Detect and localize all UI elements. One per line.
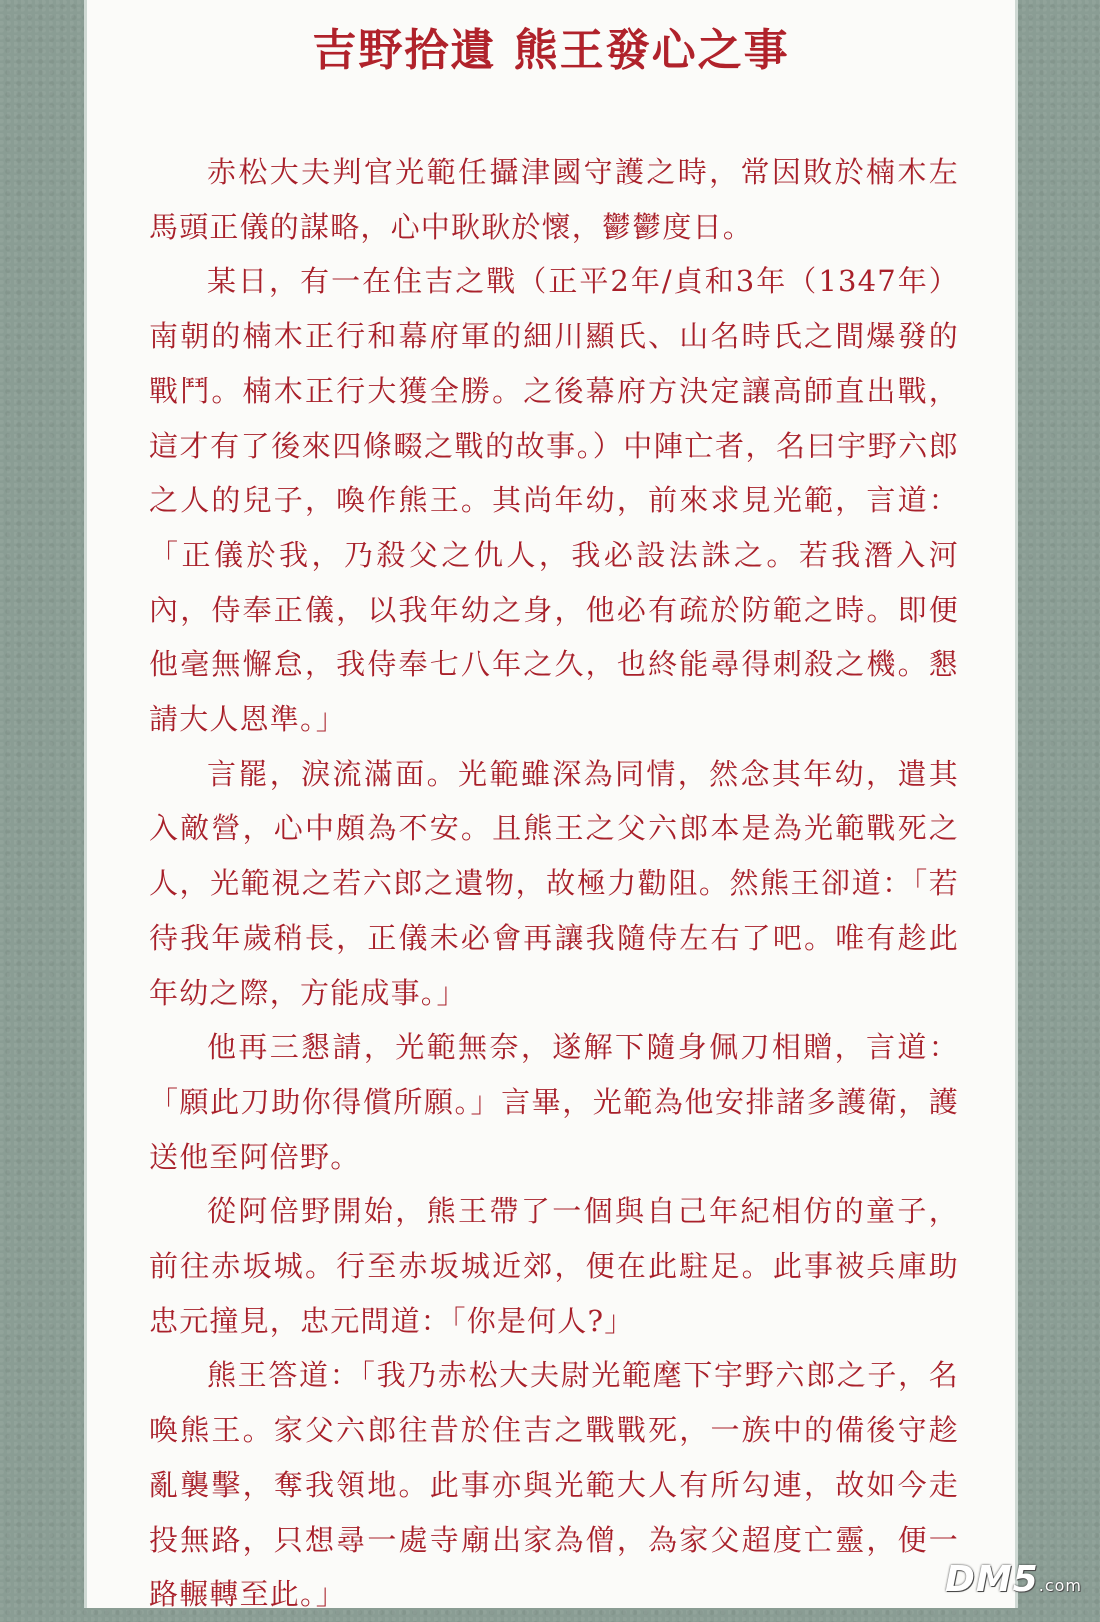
- document-page: [84, 0, 1018, 1612]
- paragraph: 言罷，淚流滿面。光範雖深為同情，然念其年幼，遣其入敵營，心中頗為不安。且熊王之父六郎本是為光範戰死之人，光範視之若六郎之遺物，故極力勸阻。然熊王卻道：「若待我年歲稍長，正儀未必會再讓我隨侍左右了吧。唯有趁此年幼之際，方能成事。」: [149, 756, 959, 1010]
- site-watermark: [945, 1559, 1082, 1600]
- watermark-text: DM5: [944, 1559, 1039, 1600]
- page-title: 吉野拾遺 熊王發心之事: [312, 25, 790, 76]
- document-body: [149, 145, 959, 1622]
- paragraph: 他再三懇請，光範無奈，遂解下隨身佩刀相贈，言道：「願此刀助你得償所願。」言畢，光範為他安排諸多護衛，護送他至阿倍野。: [149, 1030, 959, 1174]
- paragraph: 熊王答道：「我乃赤松大夫尉光範麾下宇野六郎之子，名喚熊王。家父六郎往昔於住吉之戰戰死，一族中的備後守趁亂襲擊，奪我領地。此事亦與光範大人有所勾連，故如今走投無路，只想尋一處寺廟出家為僧，為家父超度亡靈，便一路輾轉至此。」: [149, 1358, 959, 1612]
- paragraph: 某日，有一在住吉之戰（正平2年/貞和3年（1347年）南朝的楠木正行和幕府軍的細川顯氏、山名時氏之間爆發的戰鬥。楠木正行大獲全勝。之後幕府方決定讓高師直出戰，這才有了後來四條畷之戰的故事。）中陣亡者，名曰宇野六郎之人的兒子，喚作熊王。其尚年幼，前來求見光範，言道：「正儀於我，乃殺父之仇人，我必設法誅之。若我潛入河內，侍奉正儀，以我年幼之身，他必有疏於防範之時。即便他毫無懈怠，我侍奉七八年之久，也終能尋得刺殺之機。懇請大人恩準。」: [149, 264, 959, 737]
- paragraph: 赤松大夫判官光範任攝津國守護之時，常因敗於楠木左馬頭正儀的謀略，心中耿耿於懷，鬱鬱度日。: [149, 155, 959, 244]
- paragraph: 從阿倍野開始，熊王帶了一個與自己年紀相仿的童子，前往赤坂城。行至赤坂城近郊，便在此駐足。此事被兵庫助忠元撞見，忠元問道：「你是何人?」: [149, 1194, 959, 1338]
- watermark-suffix: .com: [1038, 1576, 1082, 1595]
